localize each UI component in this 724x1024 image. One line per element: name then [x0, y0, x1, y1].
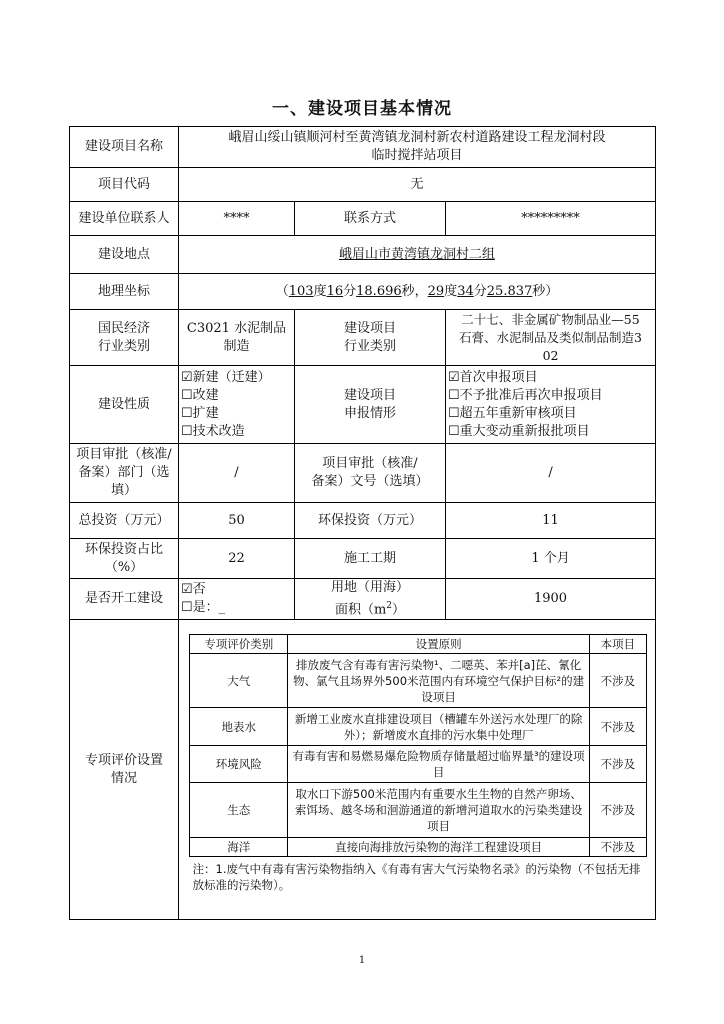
principle-cell: 新增工业废水直排建设项目（槽罐车外送污水处理厂的除外）；新增废水直排的污水集中处理厂: [288, 708, 589, 746]
nature-option-rebuild[interactable]: ☐改建: [181, 387, 219, 403]
status-cell: 不涉及: [589, 746, 646, 783]
category-cell: 环境风险: [190, 746, 288, 783]
label-env-ratio: [70, 539, 179, 579]
land-label-sup: 2: [386, 601, 393, 611]
declare-option-first[interactable]: ☑首次申报项目: [448, 369, 538, 385]
value-land: 1900: [446, 579, 656, 620]
project-industry-value-line1: 二十七、非金属矿物制品业—55: [461, 311, 640, 327]
coord-deg2: 度: [444, 283, 458, 299]
approval-dept-line3: 填）: [110, 483, 137, 498]
project-industry-label-line1: 建设项目: [343, 320, 396, 336]
row-project-code: [70, 168, 656, 202]
approval-dept-line2: 备案）部门（选: [78, 465, 170, 480]
status-cell: 不涉及: [589, 708, 646, 746]
land-label-close: ）: [392, 602, 406, 618]
value-contact-method: *********: [446, 202, 656, 236]
value-env-ratio: 22: [179, 539, 295, 579]
page-title: 一、建设项目基本情况: [272, 99, 452, 119]
row-nature: [70, 366, 656, 444]
coord-lng-min: 16: [326, 283, 344, 299]
value-period: 1 个月: [446, 539, 656, 579]
nature-options: [179, 366, 295, 444]
coord-sec2: 秒）: [532, 283, 559, 299]
land-label-line2: [297, 597, 443, 619]
label-approval-dept: [70, 444, 179, 503]
nature-option-new[interactable]: ☑新建（迁建）: [181, 369, 271, 385]
land-label-text: 面积（m: [334, 602, 387, 618]
header-status: 本项目: [589, 635, 646, 654]
label-declare: [295, 366, 446, 444]
label-approval-doc: [295, 444, 446, 503]
industry-label-line1: 国民经济: [97, 320, 150, 336]
started-options: [179, 579, 295, 620]
coord-lat-sec: 25.837: [486, 283, 533, 299]
row-approval: [70, 444, 656, 503]
label-special-eval: [70, 620, 179, 920]
project-name-line2: 临时搅拌站项目: [371, 148, 463, 163]
label-location: 建设地点: [70, 236, 179, 274]
label-land: [295, 579, 446, 620]
started-option-no[interactable]: ☑否: [181, 582, 206, 598]
special-note-row: [190, 857, 647, 895]
project-industry-value-line2: 石膏、水泥制品及类似制品制造3: [459, 329, 642, 345]
label-env-investment: 环保投资（万元）: [295, 503, 446, 539]
category-cell: 生态: [190, 783, 288, 838]
special-eval-table: [189, 634, 647, 894]
special-label-line1: 专项评价设置: [84, 752, 163, 768]
coord-lat-deg: 29: [427, 283, 445, 299]
industry-value-line1: C3021 水泥制品: [186, 320, 287, 336]
row-started: [70, 579, 656, 620]
coord-min2: 分: [473, 283, 487, 299]
category-cell: 海洋: [190, 838, 288, 857]
declare-label-line2: 申报情形: [343, 405, 396, 421]
special-header-row: [190, 635, 647, 654]
special-row-air: [190, 654, 647, 708]
project-industry-label-line2: 行业类别: [343, 338, 396, 354]
value-approval-dept: /: [179, 444, 295, 503]
coord-open: （: [275, 283, 289, 299]
location-text: 峨眉山市黄湾镇龙洞村二组: [339, 246, 496, 262]
industry-value-line2: 制造: [223, 338, 250, 354]
label-started: 是否开工建设: [70, 579, 179, 620]
coord-lat-min: 34: [457, 283, 474, 299]
label-industry: [70, 310, 179, 366]
row-env-ratio: [70, 539, 656, 579]
row-industry: [70, 310, 656, 366]
project-info-table: [69, 126, 656, 920]
label-coordinates: 地理坐标: [70, 274, 179, 310]
label-investment: 总投资（万元）: [70, 503, 179, 539]
declare-option-resubmit[interactable]: ☐不予批准后再次申报项目: [448, 387, 603, 403]
row-investment: [70, 503, 656, 539]
env-ratio-line2: （%）: [104, 559, 144, 575]
status-cell: 不涉及: [589, 783, 646, 838]
category-cell: 大气: [190, 654, 288, 708]
row-location: [70, 236, 656, 274]
label-period: 施工工期: [295, 539, 446, 579]
project-name-line1: 峨眉山绥山镇顺河村至黄湾镇龙洞村新农村道路建设工程龙洞村段: [228, 130, 606, 145]
declare-label-line1: 建设项目: [343, 387, 396, 403]
env-ratio-line1: 环保投资占比: [84, 541, 163, 557]
value-project-industry: [446, 310, 656, 366]
special-row-ocean: [190, 838, 647, 857]
label-contact: 建设单位联系人: [70, 202, 179, 236]
principle-cell: 有毒有害和易燃易爆危险物质存储量超过临界量³的建设项目: [288, 746, 589, 783]
value-project-code: 无: [179, 168, 656, 202]
principle-cell: 排放废气含有毒有害污染物¹、二噁英、苯并[a]芘、氰化物、氯气且场界外500米范围内有环境空气保护目标²的建设项目: [288, 654, 589, 708]
value-location: [179, 236, 656, 274]
category-cell: 地表水: [190, 708, 288, 746]
value-industry: [179, 310, 295, 366]
row-coordinates: [70, 274, 656, 310]
header-category: 专项评价类别: [190, 635, 288, 654]
status-cell: 不涉及: [589, 838, 646, 857]
started-option-yes[interactable]: ☐是：_: [181, 600, 226, 616]
declare-option-five-year[interactable]: ☐超五年重新审核项目: [448, 405, 577, 421]
value-coordinates: [179, 274, 656, 310]
row-special-eval: [70, 620, 656, 920]
coord-lng-deg: 103: [288, 283, 314, 299]
land-label-line1: 用地（用海）: [330, 580, 409, 595]
special-row-surface-water: [190, 708, 647, 746]
special-label-line2: 情况: [110, 770, 137, 786]
special-note: 注：1.废气中有毒有害污染物指纳入《有毒有害大气污染物名录》的污染物（不包括无排放标准的污染物）。: [190, 857, 647, 895]
label-contact-method: 联系方式: [295, 202, 446, 236]
principle-cell: 取水口下游500米范围内有重要水生生物的自然产卵场、索饵场、越冬场和洄游通道的新增河道取水的污染类建设项目: [288, 783, 589, 838]
special-row-ecology: [190, 783, 647, 838]
coord-sec1: 秒，: [401, 283, 428, 299]
special-row-env-risk: [190, 746, 647, 783]
nature-option-tech[interactable]: ☐技术改造: [181, 423, 245, 439]
project-industry-value-line3: 02: [542, 347, 559, 363]
coord-lng-sec: 18.696: [356, 283, 402, 299]
label-nature: 建设性质: [70, 366, 179, 444]
row-contact: [70, 202, 656, 236]
row-project-name: [70, 127, 656, 168]
industry-label-line2: 行业类别: [97, 338, 150, 354]
approval-doc-line1: 项目审批（核准/: [322, 456, 418, 471]
declare-options: [446, 366, 656, 444]
approval-doc-line2: 备案）文号（选填）: [311, 474, 429, 489]
status-cell: 不涉及: [589, 654, 646, 708]
declare-option-major-change[interactable]: ☐重大变动重新报批项目: [448, 423, 590, 439]
label-project-code: 项目代码: [70, 168, 179, 202]
approval-dept-line1: 项目审批（核准/: [76, 447, 172, 462]
coord-deg1: 度: [313, 283, 327, 299]
value-env-investment: 11: [446, 503, 656, 539]
value-approval-doc: /: [446, 444, 656, 503]
value-project-name: [179, 127, 656, 168]
special-eval-cell: [179, 620, 656, 920]
coord-min1: 分: [343, 283, 357, 299]
value-contact: ****: [179, 202, 295, 236]
nature-option-expand[interactable]: ☐扩建: [181, 405, 219, 421]
value-investment: 50: [179, 503, 295, 539]
header-principle: 设置原则: [288, 635, 589, 654]
label-project-name: 建设项目名称: [70, 127, 179, 168]
principle-cell: 直接向海排放污染物的海洋工程建设项目: [288, 838, 589, 857]
label-project-industry: [295, 310, 446, 366]
page-number: 1: [358, 955, 366, 966]
